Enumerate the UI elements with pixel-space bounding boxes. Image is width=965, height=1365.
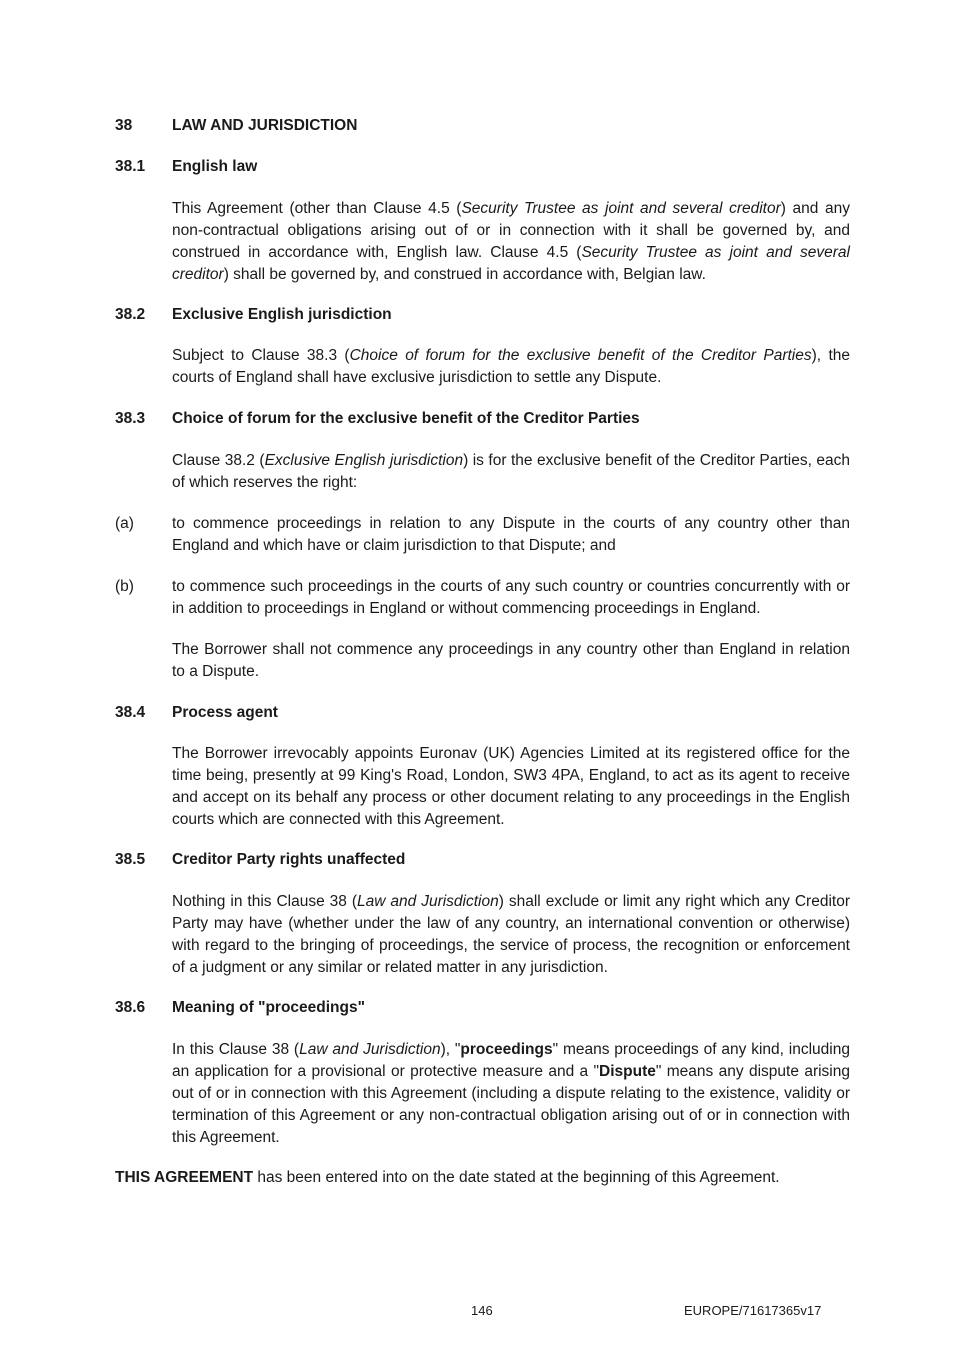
section-paragraph — [172, 345, 850, 389]
list-item-a: to commence proceedings in relation to any Dispute in the courts of any country other than England and which have or claim jurisdiction to that Dispute; and — [172, 515, 850, 554]
section-number: 38.2 — [115, 306, 146, 323]
section-paragraph — [172, 198, 850, 286]
clause-title: LAW AND JURISDICTION — [172, 117, 358, 134]
list-marker-b: (b) — [115, 578, 134, 595]
text-run: ) is for the exclusive benefit of the Creditor Parties, each of which reserves the right: — [172, 452, 850, 491]
list-item-b: to commence such proceedings in the courts of any such country or countries concurrently with or in addition to proceedings in England or without commencing proceedings in England. — [172, 578, 850, 617]
text-run: Subject to Clause 38.3 ( — [172, 347, 350, 364]
text-run: Nothing in this Clause 38 ( — [172, 893, 358, 910]
list-marker-a: (a) — [115, 515, 134, 532]
text-run: ), the courts of England shall have exclusive jurisdiction to settle any Dispute. — [172, 347, 850, 386]
italic-text: Law and Jurisdiction — [299, 1041, 441, 1058]
bold-term: THIS AGREEMENT — [115, 1169, 254, 1186]
section-title: Creditor Party rights unaffected — [172, 851, 406, 868]
section-number: 38.1 — [115, 158, 146, 175]
section-number: 38.5 — [115, 851, 146, 868]
text-run: has been entered into on the date stated at the beginning of this Agreement. — [253, 1169, 780, 1186]
text-run: Clause 38.2 ( — [172, 452, 265, 469]
clause-number: 38 — [115, 117, 133, 134]
section-title: Process agent — [172, 704, 278, 721]
section-number: 38.3 — [115, 410, 146, 427]
italic-text: Security Trustee as joint and several creditor — [461, 200, 781, 217]
italic-text: Choice of forum for the exclusive benefit of the Creditor Parties — [349, 347, 812, 364]
section-title: Exclusive English jurisdiction — [172, 306, 392, 323]
text-run: ) shall exclude or limit any right which any Creditor Party may have (whether under the law of any country, an international convention or otherwise) with regard to the bringing of proceedings, the service of process, the recognition or enforcement of a judgment or any similar or related matter in any jurisdiction. — [172, 893, 850, 976]
text-run: " means proceedings of any kind, including an application for a provisional or protective measure and a " — [172, 1041, 850, 1080]
page-number: 146 — [471, 1303, 493, 1318]
section-paragraph: The Borrower irrevocably appoints Euronav (UK) Agencies Limited at its registered office for the time being, presently at 99 King's Road, London, SW3 4PA, England, to act as its agent to receive and accept on its behalf any process or other document relating to any proceedings in the English courts which are connected with this Agreement. — [172, 745, 850, 828]
section-title: Choice of forum for the exclusive benefit of the Creditor Parties — [172, 410, 640, 427]
italic-text: Exclusive English jurisdiction — [264, 452, 464, 469]
italic-text: Law and Jurisdiction — [357, 893, 499, 910]
text-run: ) shall be governed by, and construed in accordance with, Belgian law. — [223, 266, 706, 283]
bold-term: proceedings — [460, 1041, 553, 1058]
section-paragraph — [172, 450, 850, 494]
text-run: This Agreement (other than Clause 4.5 ( — [172, 200, 462, 217]
text-run: ) and any non-contractual obligations arising out of or in connection with it shall be governed by, and construed in accordance with, English law. Clause 4.5 ( — [172, 200, 850, 261]
text-run: ), " — [440, 1041, 461, 1058]
section-title: English law — [172, 158, 258, 175]
section-number: 38.6 — [115, 999, 146, 1016]
italic-text: Security Trustee as joint and several creditor — [172, 244, 850, 283]
closing-statement — [115, 1167, 855, 1189]
document-reference: EUROPE/71617365v17 — [684, 1303, 822, 1318]
section-paragraph — [172, 891, 850, 979]
section-paragraph — [172, 1039, 850, 1149]
section-number: 38.4 — [115, 704, 146, 721]
section-paragraph: The Borrower shall not commence any proceedings in any country other than England in relation to a Dispute. — [172, 641, 850, 680]
section-title: Meaning of "proceedings" — [172, 999, 365, 1016]
bold-term: Dispute — [599, 1063, 656, 1080]
text-run: In this Clause 38 ( — [172, 1041, 300, 1058]
text-run: " means any dispute arising out of or in connection with this Agreement (including a dispute relating to the existence, validity or termination of this Agreement or any non-contractual obligation arising out of or in connection with this Agreement. — [172, 1063, 850, 1146]
